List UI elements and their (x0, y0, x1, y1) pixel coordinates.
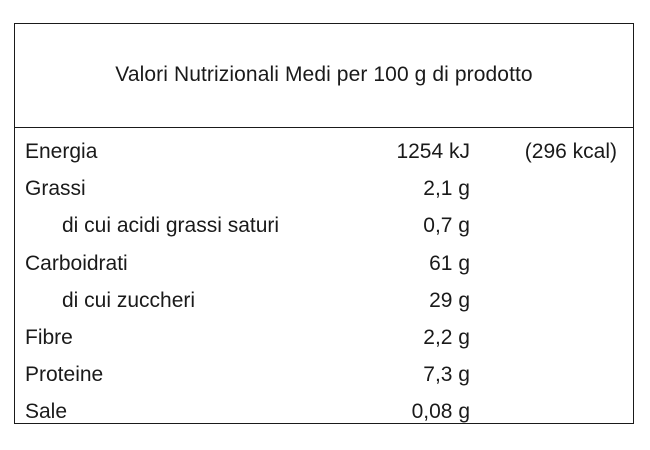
table-row-grassi-saturi (15, 209, 633, 243)
table-row-fibre (15, 321, 633, 355)
row-label: Energia (25, 140, 98, 163)
row-value: 29 g (429, 289, 470, 312)
row-label: Proteine (25, 363, 104, 386)
row-value: 0,08 g (411, 400, 470, 423)
table-row-grassi (15, 172, 633, 206)
row-value: 0,7 g (423, 214, 470, 237)
row-value: 2,1 g (423, 177, 470, 200)
row-value: 7,3 g (423, 363, 470, 386)
row-value: 61 g (429, 252, 470, 275)
row-label: Grassi (25, 177, 86, 200)
row-label: Carboidrati (25, 252, 128, 275)
row-value: 2,2 g (423, 326, 470, 349)
table-row-zuccheri (15, 284, 633, 318)
nutrition-facts-table (14, 23, 634, 424)
table-row-carboidrati (15, 247, 633, 281)
table-row-energia (15, 135, 633, 169)
row-value: 1254 kJ (396, 140, 470, 163)
row-label: di cui zuccheri (62, 289, 196, 312)
row-value-kcal: (296 kcal) (524, 140, 617, 163)
table-row-proteine (15, 358, 633, 392)
row-label: Fibre (25, 326, 73, 349)
row-label: Sale (25, 400, 68, 423)
row-label: di cui acidi grassi saturi (62, 214, 280, 237)
table-row-sale (15, 395, 633, 429)
table-title: Valori Nutrizionali Medi per 100 g di prodotto (115, 63, 533, 86)
table-header (15, 24, 633, 128)
